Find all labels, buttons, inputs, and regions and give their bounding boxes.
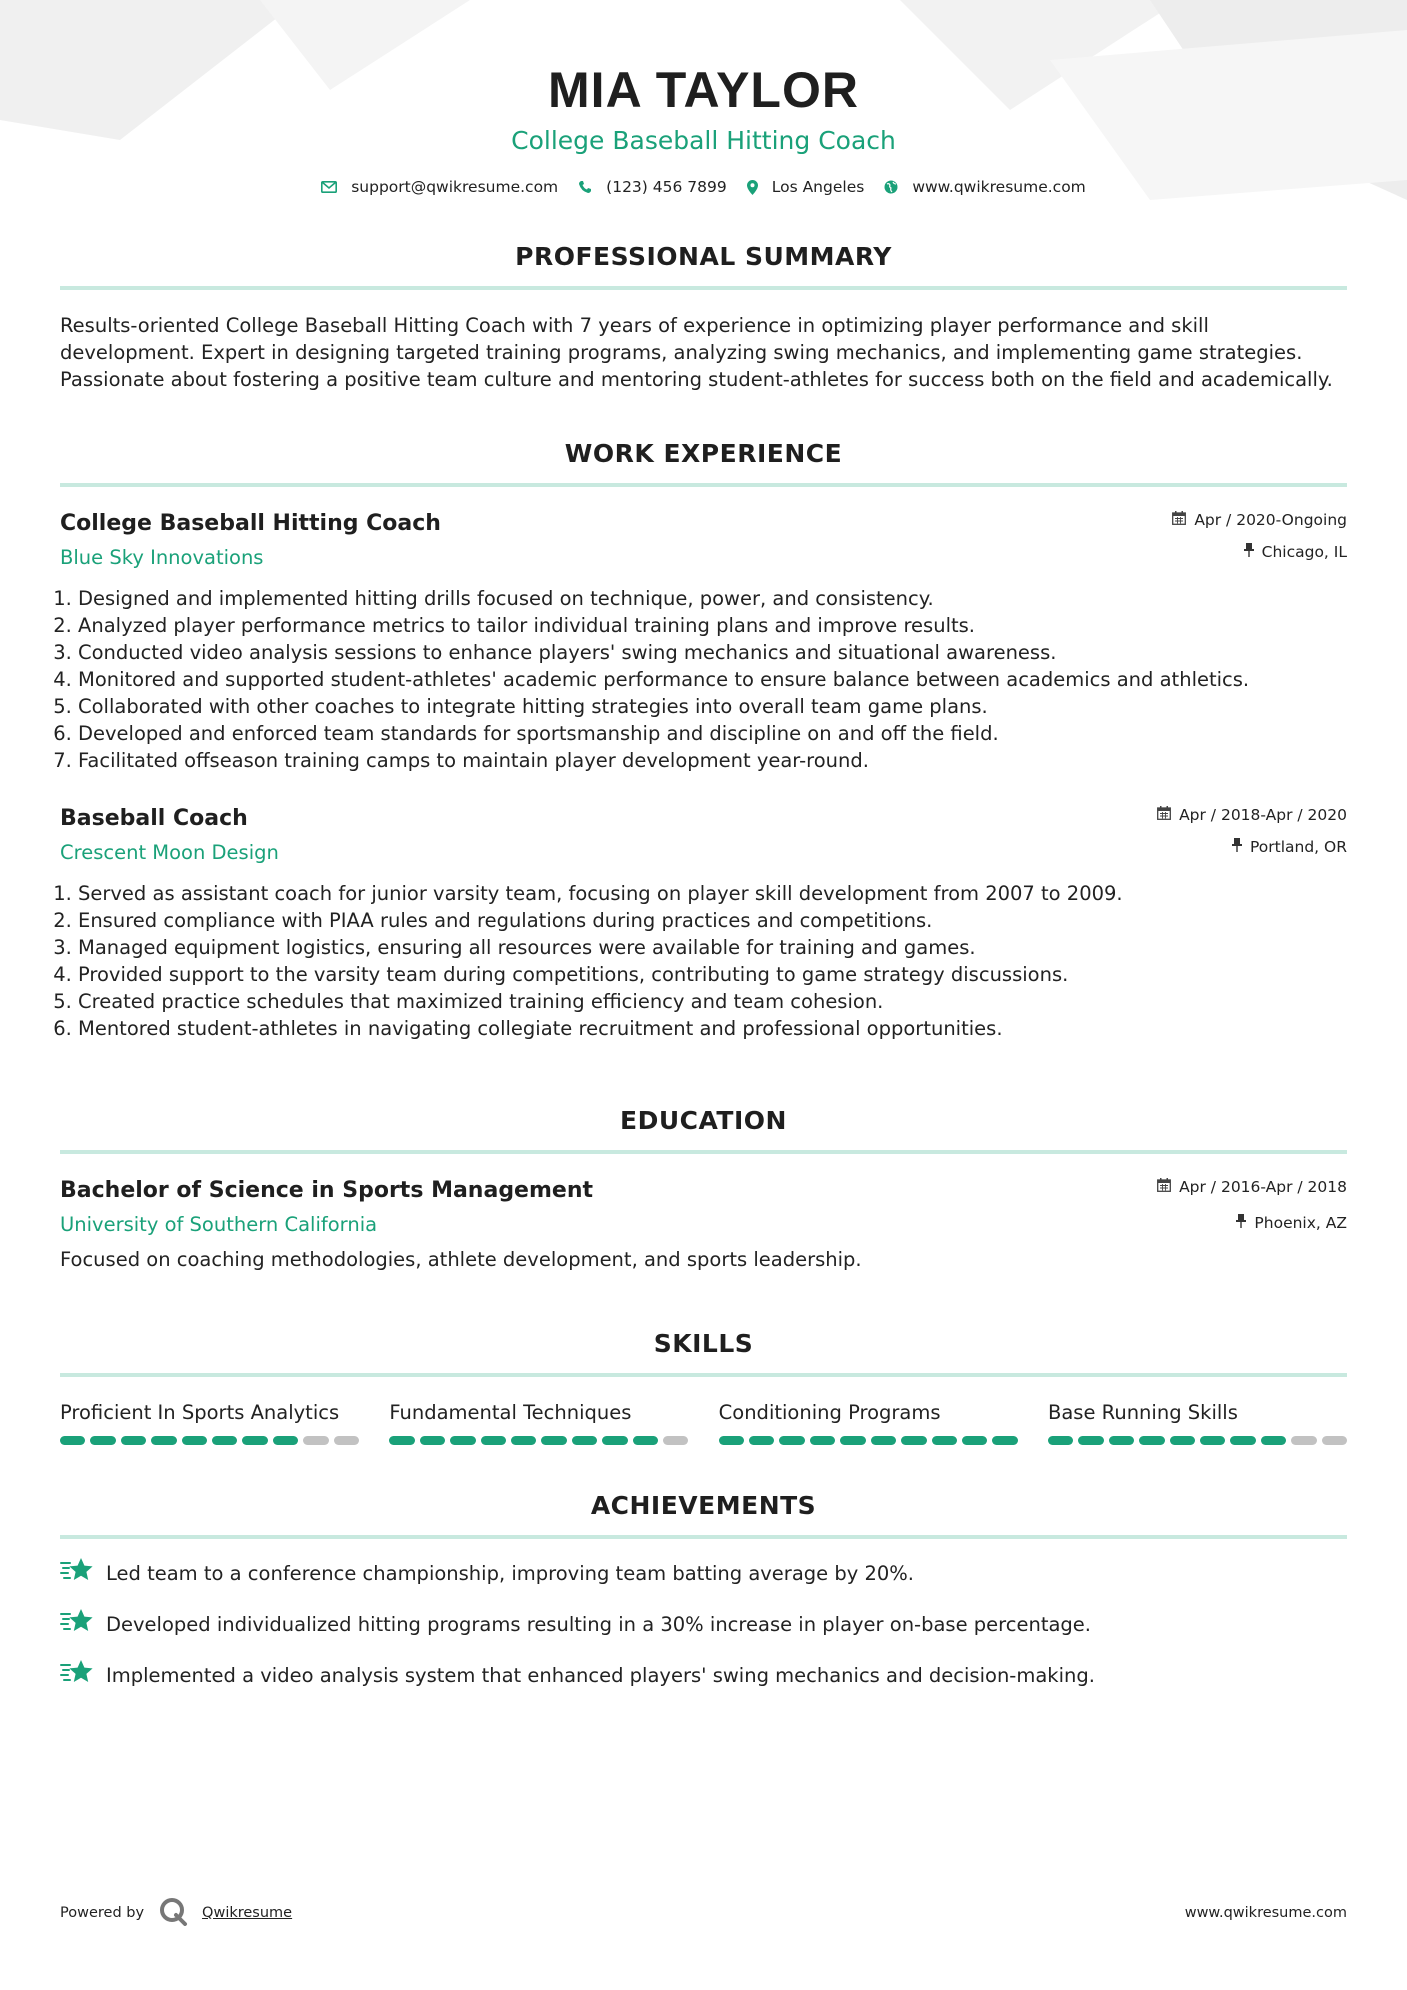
skill-segment-filled <box>1109 1436 1134 1445</box>
skill-level-bar <box>719 1436 1018 1445</box>
list-item <box>60 1557 1347 1590</box>
skill-segment-filled <box>1048 1436 1073 1445</box>
contact-website[interactable] <box>884 178 1085 196</box>
calendar-icon <box>1157 804 1171 826</box>
summary-section <box>60 240 1347 393</box>
section-divider <box>60 1535 1347 1539</box>
skill-segment-filled <box>242 1436 267 1445</box>
candidate-name: MIA TAYLOR <box>548 62 859 118</box>
skill-segment-filled <box>572 1436 597 1445</box>
star-icon <box>60 1608 94 1641</box>
skill-level-bar <box>389 1436 688 1445</box>
skill-segment-filled <box>1170 1436 1195 1445</box>
skills-list <box>60 1399 1347 1445</box>
education-section <box>60 1104 1347 1273</box>
achievement-text: Led team to a conference championship, improving team batting average by 20%. <box>106 1562 915 1585</box>
list-item: 6. Mentored student-athletes in navigating collegiate recruitment and professional opportunities. <box>78 1015 1347 1042</box>
skill-segment-filled <box>481 1436 506 1445</box>
footer-website[interactable]: www.qwikresume.com <box>1184 1905 1347 1921</box>
skills-section <box>60 1327 1347 1445</box>
list-item: 7. Facilitated offseason training camps to maintain player development year-round. <box>78 747 1347 774</box>
skill-segment-filled <box>901 1436 926 1445</box>
skill-item <box>60 1399 359 1445</box>
skills-title: SKILLS <box>653 1329 754 1358</box>
skill-name: Conditioning Programs <box>718 1401 941 1424</box>
job-bullets <box>60 880 1347 1042</box>
list-item: 3. Managed equipment logistics, ensuring all resources were available for training and games. <box>78 934 1347 961</box>
achievement-text: Developed individualized hitting programs resulting in a 30% increase in player on-base percentage. <box>106 1613 1091 1636</box>
calendar-icon <box>1157 1176 1171 1198</box>
job-dates: Apr / 2020-Ongoing <box>1194 511 1347 529</box>
skill-item <box>1048 1399 1347 1445</box>
pushpin-icon <box>1232 836 1242 858</box>
list-item: 2. Analyzed player performance metrics to tailor individual training plans and improve results. <box>78 612 1347 639</box>
skill-segment-filled <box>151 1436 176 1445</box>
star-icon <box>60 1659 94 1692</box>
skill-segment-filled <box>90 1436 115 1445</box>
skill-segment-filled <box>450 1436 475 1445</box>
skill-segment-empty <box>334 1436 359 1445</box>
candidate-role: College Baseball Hitting Coach <box>511 126 896 155</box>
section-divider <box>60 1150 1347 1154</box>
skill-segment-filled <box>810 1436 835 1445</box>
education-location: Phoenix, AZ <box>1254 1214 1347 1232</box>
skill-segment-filled <box>749 1436 774 1445</box>
star-icon <box>60 1557 94 1590</box>
skill-segment-filled <box>1261 1436 1286 1445</box>
job-location: Portland, OR <box>1249 838 1347 856</box>
skill-segment-filled <box>541 1436 566 1445</box>
achievement-text: Implemented a video analysis system that enhanced players' swing mechanics and decision-making. <box>106 1664 1095 1687</box>
skill-item <box>389 1399 688 1445</box>
education-description: Focused on coaching methodologies, athlete development, and sports leadership. <box>60 1248 862 1271</box>
list-item: 4. Provided support to the varsity team during competitions, contributing to game strategy discussions. <box>78 961 1347 988</box>
achievements-section <box>60 1489 1347 1692</box>
contact-email[interactable] <box>321 178 558 196</box>
section-divider <box>60 286 1347 290</box>
job-entry <box>60 509 1347 774</box>
skill-segment-filled <box>1139 1436 1164 1445</box>
list-item: 5. Created practice schedules that maximized training efficiency and team cohesion. <box>78 988 1347 1015</box>
section-divider <box>60 483 1347 487</box>
list-item <box>60 1659 1347 1692</box>
degree-title: Bachelor of Science in Sports Management <box>60 1178 594 1203</box>
job-bullets <box>60 585 1347 774</box>
skill-level-bar <box>1048 1436 1347 1445</box>
skill-segment-filled <box>633 1436 658 1445</box>
skill-segment-empty <box>663 1436 688 1445</box>
list-item: 3. Conducted video analysis sessions to enhance players' swing mechanics and situational awareness. <box>78 639 1347 666</box>
skill-segment-filled <box>511 1436 536 1445</box>
envelope-icon <box>321 181 337 193</box>
skill-level-bar <box>60 1436 359 1445</box>
skill-segment-filled <box>182 1436 207 1445</box>
achievements-list <box>60 1557 1347 1692</box>
section-divider <box>60 1373 1347 1377</box>
skill-segment-filled <box>1078 1436 1103 1445</box>
qwikresume-logo-icon <box>158 1896 188 1930</box>
skill-segment-filled <box>992 1436 1017 1445</box>
globe-icon <box>884 180 898 194</box>
skill-segment-filled <box>779 1436 804 1445</box>
pushpin-icon <box>1244 541 1254 563</box>
experience-section <box>60 437 1347 1042</box>
skill-segment-empty <box>303 1436 328 1445</box>
skill-segment-filled <box>1230 1436 1255 1445</box>
qwikresume-link[interactable]: Qwikresume <box>202 1905 293 1921</box>
skill-item <box>719 1399 1018 1445</box>
skill-name: Base Running Skills <box>1047 1401 1238 1424</box>
contact-location <box>747 178 865 196</box>
job-title: College Baseball Hitting Coach <box>60 511 441 536</box>
skill-segment-filled <box>719 1436 744 1445</box>
list-item <box>60 1608 1347 1641</box>
skill-name: Fundamental Techniques <box>389 1401 632 1424</box>
map-pin-icon <box>747 180 758 195</box>
job-location: Chicago, IL <box>1261 543 1347 561</box>
skill-segment-filled <box>273 1436 298 1445</box>
phone-text: (123) 456 7899 <box>606 178 727 196</box>
list-item: 6. Developed and enforced team standards for sportsmanship and discipline on and off the field. <box>78 720 1347 747</box>
education-dates: Apr / 2016-Apr / 2018 <box>1179 1178 1347 1196</box>
skill-name: Proficient In Sports Analytics <box>60 1401 340 1424</box>
page-footer <box>60 1896 1347 1930</box>
school-name: University of Southern California <box>60 1213 378 1236</box>
list-item: 1. Designed and implemented hitting drills focused on technique, power, and consistency. <box>78 585 1347 612</box>
skill-segment-filled <box>871 1436 896 1445</box>
phone-icon <box>578 180 592 194</box>
skill-segment-filled <box>121 1436 146 1445</box>
education-entry <box>60 1176 1347 1273</box>
list-item: 5. Collaborated with other coaches to integrate hitting strategies into overall team game plans. <box>78 693 1347 720</box>
email-text: support@qwikresume.com <box>351 178 559 196</box>
skill-segment-filled <box>932 1436 957 1445</box>
skill-segment-filled <box>962 1436 987 1445</box>
experience-title: WORK EXPERIENCE <box>564 439 843 468</box>
list-item: 4. Monitored and supported student-athletes' academic performance to ensure balance between academics and athletics. <box>78 666 1347 693</box>
achievements-title: ACHIEVEMENTS <box>590 1491 817 1520</box>
skill-segment-filled <box>60 1436 85 1445</box>
website-text: www.qwikresume.com <box>912 178 1086 196</box>
job-company: Blue Sky Innovations <box>60 546 264 569</box>
calendar-icon <box>1172 509 1186 531</box>
summary-title: PROFESSIONAL SUMMARY <box>515 242 892 271</box>
job-entry <box>60 804 1347 1042</box>
skill-segment-filled <box>840 1436 865 1445</box>
contact-phone[interactable] <box>578 178 727 196</box>
summary-text: Results-oriented College Baseball Hitting Coach with 7 years of experience in optimizing player performance and skill development. Expert in designing targeted training programs, analyzing swing mechanics, and implementing game strategies. Passionate about fostering a positive team culture and mentoring student-athletes for success both on the field and academically. <box>60 314 1333 391</box>
list-item: 2. Ensured compliance with PIAA rules and regulations during practices and competitions. <box>78 907 1347 934</box>
list-item: 1. Served as assistant coach for junior varsity team, focusing on player skill development from 2007 to 2009. <box>78 880 1347 907</box>
job-company: Crescent Moon Design <box>60 841 279 864</box>
skill-segment-filled <box>212 1436 237 1445</box>
skill-segment-empty <box>1291 1436 1316 1445</box>
powered-by-label: Powered by <box>60 1905 145 1921</box>
job-dates: Apr / 2018-Apr / 2020 <box>1179 806 1347 824</box>
job-title: Baseball Coach <box>60 806 248 831</box>
skill-segment-filled <box>602 1436 627 1445</box>
education-title: EDUCATION <box>620 1106 787 1135</box>
skill-segment-filled <box>389 1436 414 1445</box>
skill-segment-filled <box>1200 1436 1225 1445</box>
skill-segment-empty <box>1322 1436 1347 1445</box>
contact-bar <box>60 178 1347 196</box>
location-text: Los Angeles <box>771 178 865 196</box>
pushpin-icon <box>1236 1212 1246 1234</box>
skill-segment-filled <box>420 1436 445 1445</box>
